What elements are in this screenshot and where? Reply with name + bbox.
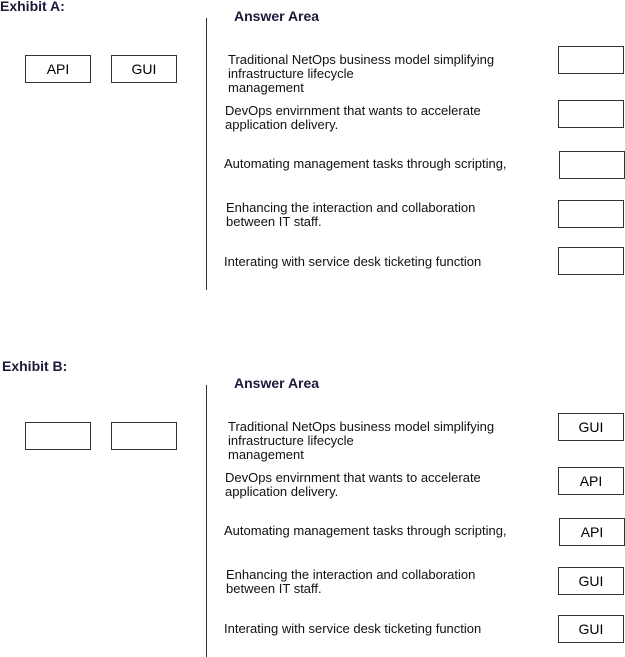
row-text-line: infrastructure lifecycle (228, 433, 354, 448)
exhibit-a-divider (206, 18, 207, 290)
row-text-line: DevOps envirnment that wants to accelerate (225, 470, 481, 485)
row-text-line: Automating management tasks through scripting, (224, 156, 507, 171)
row-text-line: management (228, 80, 304, 95)
exhibit-b-answer-area-title: Answer Area (234, 375, 320, 391)
exhibit-a-row-3-text (224, 157, 507, 171)
exhibit-b-row-3-text (224, 524, 507, 538)
exhibit-b-row-5-text (224, 622, 481, 636)
exhibit-b-title: Exhibit B: (2, 358, 68, 374)
row-text-line: application delivery. (225, 484, 339, 499)
exhibit-a-source-gui[interactable]: GUI (111, 55, 177, 83)
exhibit-b-answer-slot-2[interactable]: API (558, 467, 624, 495)
row-text-line: infrastructure lifecycle (228, 66, 354, 81)
exhibit-b-source-empty-1[interactable] (25, 422, 91, 450)
row-text-line: between IT staff. (226, 581, 322, 596)
row-text-line: Traditional NetOps business model simplifying (228, 419, 495, 434)
exhibit-b-answer-slot-1[interactable]: GUI (558, 413, 624, 441)
exhibit-b-answer-slot-4[interactable]: GUI (558, 567, 624, 595)
exhibit-a-answer-slot-5[interactable] (558, 247, 624, 275)
row-text-line: Enhancing the interaction and collaboration (226, 567, 476, 582)
exhibit-a-answer-slot-1[interactable] (558, 46, 624, 74)
row-text-line: management (228, 447, 304, 462)
exhibit-a-answer-slot-3[interactable] (559, 151, 625, 179)
row-text-line: application delivery. (225, 117, 339, 132)
row-text-line: DevOps envirnment that wants to accelerate (225, 103, 481, 118)
row-text-line: Traditional NetOps business model simplifying (228, 52, 495, 67)
exhibit-b-source-empty-2[interactable] (111, 422, 177, 450)
exhibit-b-row-2-text (225, 471, 481, 499)
row-text-line: between IT staff. (226, 214, 322, 229)
row-text-line: Automating management tasks through scripting, (224, 523, 507, 538)
exhibit-a-answer-slot-2[interactable] (558, 100, 624, 128)
row-text-line: Interating with service desk ticketing function (224, 621, 482, 636)
exhibit-a-title: Exhibit A: (0, 0, 65, 14)
exhibit-a-row-2-text (225, 104, 481, 132)
exhibit-b-answer-slot-5[interactable]: GUI (558, 615, 624, 643)
exhibit-b-row-4-text (226, 568, 475, 596)
exhibit-a-row-1-text (228, 53, 494, 95)
exhibit-b-row-1-text (228, 420, 494, 462)
exhibit-a-row-4-text (226, 201, 475, 229)
exhibit-b-answer-slot-3[interactable]: API (559, 518, 625, 546)
exhibit-a-answer-area-title: Answer Area (234, 8, 320, 24)
exhibit-a-row-5-text (224, 255, 481, 269)
exhibit-a-source-api[interactable]: API (25, 55, 91, 83)
row-text-line: Enhancing the interaction and collaboration (226, 200, 476, 215)
row-text-line: Interating with service desk ticketing function (224, 254, 482, 269)
exhibit-a-answer-slot-4[interactable] (558, 200, 624, 228)
exhibit-b-divider (206, 385, 207, 657)
